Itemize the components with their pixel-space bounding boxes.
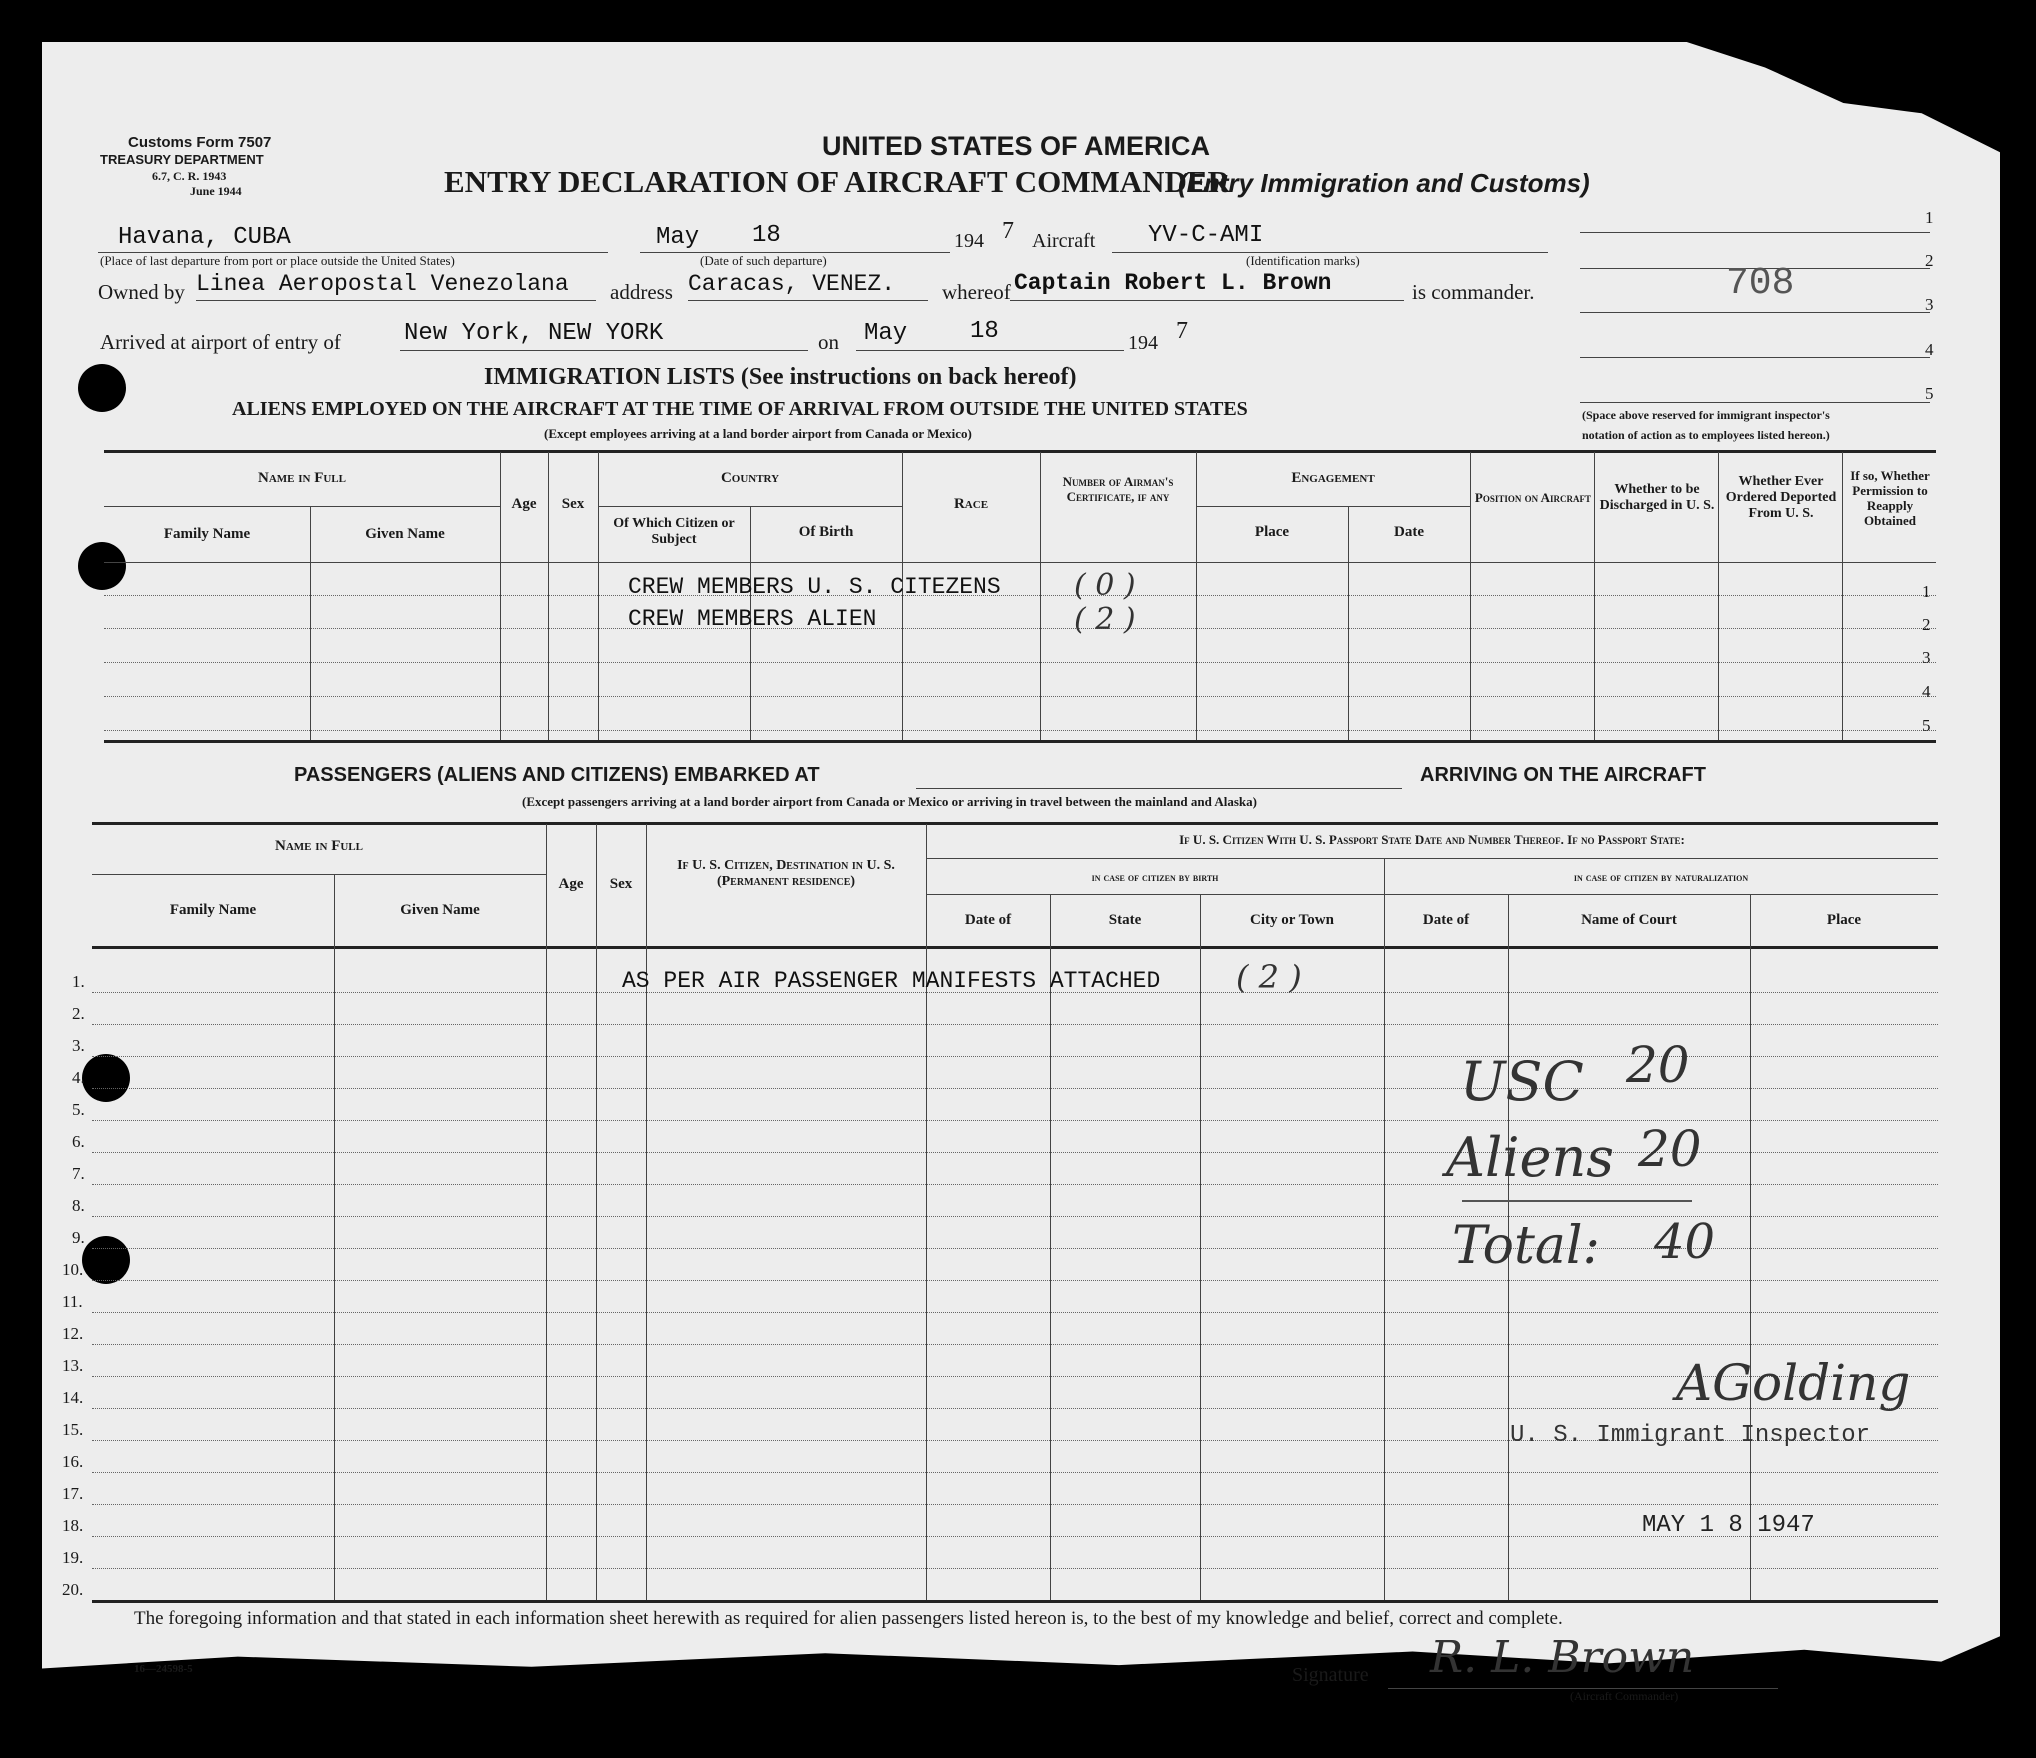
pax-row-number: 5. — [72, 1100, 85, 1119]
arrival-airport: New York, NEW YORK — [404, 320, 664, 347]
crew-col-country: Country — [720, 470, 780, 486]
crew-row-number: 3 — [1922, 648, 1931, 667]
arrived-label: Arrived at airport of entry of — [100, 330, 341, 354]
pax-col-given-name: Given Name — [400, 902, 480, 918]
inspector-line-number: 4 — [1925, 340, 1934, 359]
whereof-label: whereof — [942, 280, 1011, 304]
signature-label: Signature — [1292, 1664, 1369, 1686]
crew-col-given-name: Given Name — [365, 526, 445, 542]
owner-name: Linea Aeropostal Venezolana — [196, 271, 569, 297]
pax-row-number: 11. — [62, 1292, 83, 1311]
aircraft-label: Aircraft — [1032, 230, 1096, 252]
pax-col-destination: If U. S. Citizen, Destination in U. S. (Permanent residence) — [677, 858, 895, 889]
year-prefix: 194 — [954, 230, 984, 252]
pax-col-place: Place — [1826, 912, 1862, 928]
crew-entry-us-count: ( 0 ) — [1074, 568, 1136, 603]
tally-aliens-value: 20 — [1638, 1120, 1702, 1178]
owned-by-label: Owned by — [98, 280, 185, 304]
punch-hole — [82, 1054, 130, 1102]
owner-address: Caracas, VENEZ. — [688, 271, 896, 297]
pax-row-number: 6. — [72, 1132, 85, 1151]
pax-row-number: 12. — [62, 1324, 84, 1343]
pax-row-number: 10. — [62, 1260, 84, 1279]
pax-col-sex: Sex — [609, 876, 633, 892]
is-commander-label: is commander. — [1412, 280, 1535, 304]
immigration-title: IMMIGRATION LISTS (See instructions on back hereof) — [484, 364, 1077, 390]
arrival-month: May — [864, 320, 908, 347]
inspector-stamp-number: 708 — [1726, 262, 1795, 305]
aircraft-marks: YV-C-AMI — [1148, 222, 1264, 249]
crew-row-number: 1 — [1922, 582, 1931, 601]
crew-col-deported: Whether Ever Ordered Deported From U. S. — [1725, 474, 1837, 521]
pax-col-passport-header: If U. S. Citizen With U. S. Passport State Date and Number Thereof. If no Passport State: — [1179, 832, 1685, 847]
crew-col-of-birth: Of Birth — [798, 524, 854, 540]
punch-hole — [82, 1236, 130, 1284]
pax-row-number: 20. — [62, 1580, 84, 1599]
departure-day: 18 — [752, 222, 781, 249]
print-code: 16—24598-5 — [134, 1663, 193, 1675]
tally-total-value: 40 — [1654, 1214, 1716, 1270]
form-department: TREASURY DEPARTMENT — [100, 152, 264, 167]
pax-row-number: 15. — [62, 1420, 84, 1439]
tally-usc-label: USC — [1460, 1050, 1584, 1113]
inspector-line-number: 5 — [1925, 384, 1934, 403]
pax-row-number: 7. — [72, 1164, 85, 1183]
inspector-signature: AGolding — [1676, 1354, 1911, 1412]
crew-col-race: Race — [953, 496, 989, 512]
form-regulation: 6.7, C. R. 1943 — [152, 169, 227, 183]
punch-hole — [78, 542, 126, 590]
certification-text: The foregoing information and that stated in each information sheet herewith as required for alien passengers listed hereon is, to the best of my knowledge and belief, correct and complete. — [134, 1608, 1563, 1629]
crew-col-certificate: Number of Airman's Certificate, if any — [1062, 474, 1174, 504]
pax-col-date-of-naturalization: Date of — [1422, 912, 1470, 928]
tally-aliens-label: Aliens — [1446, 1126, 1614, 1189]
crew-entry-alien-count: ( 2 ) — [1074, 602, 1136, 637]
pax-col-name-in-full: Name in Full — [274, 838, 363, 854]
crew-row-number: 4 — [1922, 682, 1931, 701]
commander-name: Captain Robert L. Brown — [1014, 270, 1332, 296]
inspector-title: U. S. Immigrant Inspector — [1510, 1422, 1871, 1449]
aircraft-marks-caption: (Identification marks) — [1246, 253, 1360, 268]
pax-row-number: 2. — [72, 1004, 85, 1023]
inspector-line-number: 1 — [1925, 208, 1934, 227]
crew-row-number: 5 — [1922, 716, 1931, 735]
crew-col-position: Position on Aircraft — [1474, 490, 1592, 505]
arrival-year-prefix: 194 — [1128, 332, 1158, 354]
pax-row-number: 16. — [62, 1452, 84, 1471]
inspection-date-stamp: MAY 1 8 1947 — [1642, 1512, 1815, 1539]
signature-caption: (Aircraft Commander) — [1570, 1689, 1679, 1703]
pax-row-number: 13. — [62, 1356, 84, 1375]
pax-row-number: 14. — [62, 1388, 84, 1407]
crew-entry-us-citizens: CREW MEMBERS U. S. CITEZENS — [628, 574, 1001, 600]
departure-date-caption: (Date of such departure) — [700, 253, 827, 268]
pax-col-family-name: Family Name — [169, 902, 257, 918]
inspector-line-number: 3 — [1925, 295, 1934, 314]
punch-hole — [78, 364, 126, 412]
crew-col-permission: If so, Whether Permission to Reapply Obtained — [1850, 468, 1930, 528]
crew-col-citizen-of: Of Which Citizen or Subject — [613, 516, 735, 547]
form-number: Customs Form 7507 — [128, 134, 272, 151]
crew-col-name-in-full: Name in Full — [257, 470, 346, 486]
departure-year: 7 — [1002, 218, 1014, 244]
on-label: on — [818, 330, 839, 354]
tally-total-label: Total: — [1452, 1216, 1601, 1276]
pax-entry-manifests: AS PER AIR PASSENGER MANIFESTS ATTACHED — [622, 968, 1161, 994]
pax-row-number: 4. — [72, 1068, 85, 1087]
crew-row-number: 2 — [1922, 615, 1931, 634]
commander-signature: R. L. Brown — [1430, 1632, 1695, 1683]
form-title-sub: (Entry Immigration and Customs) — [1178, 168, 1590, 198]
address-label: address — [610, 280, 673, 304]
crew-col-family-name: Family Name — [163, 526, 251, 542]
passenger-title-right: ARRIVING ON THE AIRCRAFT — [1420, 764, 1706, 786]
pax-col-court: Name of Court — [1581, 912, 1677, 928]
passenger-title-left: PASSENGERS (ALIENS AND CITIZENS) EMBARKED AT — [294, 764, 820, 786]
pax-col-date-of: Date of — [964, 912, 1012, 928]
inspector-line-number: 2 — [1925, 251, 1934, 270]
crew-col-engagement: Engagement — [1291, 470, 1375, 486]
pax-col-by-birth: in case of citizen by birth — [1091, 870, 1219, 884]
country-heading: UNITED STATES OF AMERICA — [822, 131, 1210, 161]
inspector-box-caption: (Space above reserved for immigrant inspector's — [1582, 408, 1830, 422]
passenger-note: (Except passengers arriving at a land border airport from Canada or Mexico or arriving in travel between the mainland and Alaska) — [522, 794, 1257, 809]
tally-sum-line — [1462, 1200, 1692, 1202]
pax-row-number: 17. — [62, 1484, 84, 1503]
immigration-note: (Except employees arriving at a land border airport from Canada or Mexico) — [544, 426, 972, 441]
pax-col-by-naturalization: in case of citizen by naturalization — [1573, 870, 1749, 884]
form-date: June 1944 — [190, 184, 242, 198]
crew-entry-aliens: CREW MEMBERS ALIEN — [628, 606, 877, 632]
form-title: ENTRY DECLARATION OF AIRCRAFT COMMANDER — [444, 164, 1230, 199]
crew-col-sex: Sex — [561, 496, 585, 512]
tally-usc-value: 20 — [1626, 1036, 1690, 1094]
arrival-year: 7 — [1176, 318, 1188, 344]
crew-col-age: Age — [511, 496, 537, 512]
crew-col-place: Place — [1254, 524, 1290, 540]
departure-place: Havana, CUBA — [118, 224, 291, 251]
pax-col-age: Age — [558, 876, 584, 892]
pax-row-number: 9. — [72, 1228, 85, 1247]
pax-row-number: 8. — [72, 1196, 85, 1215]
arrival-day: 18 — [970, 318, 999, 345]
pax-entry-count: ( 2 ) — [1236, 958, 1302, 996]
inspector-box-caption: notation of action as to employees listed hereon.) — [1582, 428, 1830, 442]
departure-month: May — [656, 224, 700, 251]
pax-row-number: 3. — [72, 1036, 85, 1055]
crew-col-discharged: Whether to be Discharged in U. S. — [1599, 482, 1715, 513]
departure-place-caption: (Place of last departure from port or place outside the United States) — [100, 253, 455, 268]
immigration-subtitle: ALIENS EMPLOYED ON THE AIRCRAFT AT THE TIME OF ARRIVAL FROM OUTSIDE THE UNITED STATES — [232, 398, 1248, 420]
pax-row-number: 19. — [62, 1548, 84, 1567]
pax-row-number: 1. — [72, 972, 85, 991]
pax-col-state: State — [1108, 912, 1142, 928]
pax-col-city: City or Town — [1250, 912, 1334, 928]
crew-col-date: Date — [1394, 524, 1424, 540]
pax-row-number: 18. — [62, 1516, 84, 1535]
